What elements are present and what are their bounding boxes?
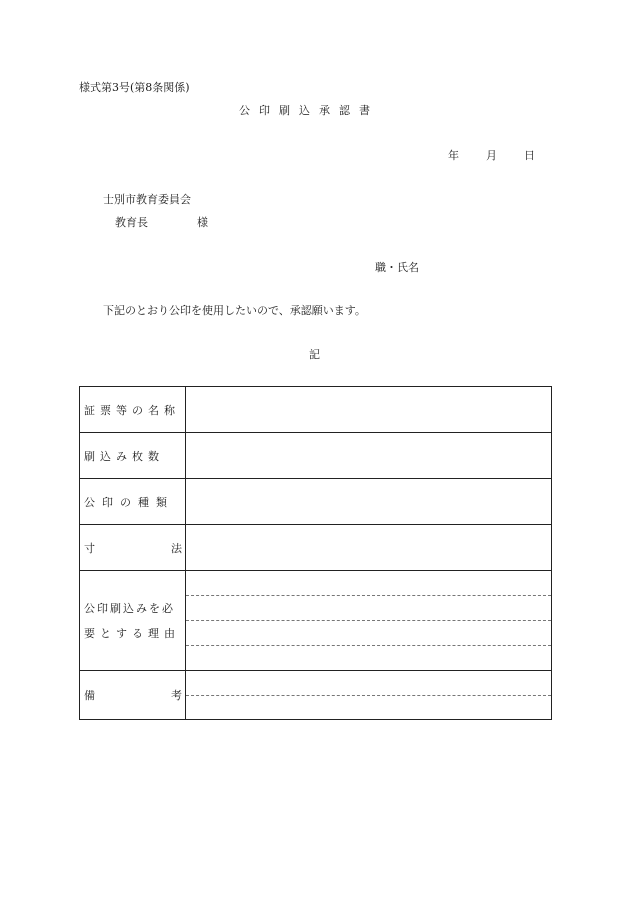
label-print-count: 刷込み枚数: [80, 433, 186, 479]
label-remarks: 備 考: [80, 671, 186, 720]
table-row-certificate-name: [80, 387, 552, 433]
document-title: 公印刷込承認書: [239, 104, 379, 117]
addressee-organization: 士別市教育委員会: [103, 193, 191, 206]
year-label: 年: [448, 149, 459, 162]
table-row-dimensions: [80, 525, 552, 571]
table-row-print-count: [80, 433, 552, 479]
ki-heading: 記: [309, 348, 320, 361]
field-dimensions[interactable]: [186, 525, 552, 571]
date-line: [448, 149, 535, 163]
label-seal-type: 公印の種類: [80, 479, 186, 525]
field-print-count[interactable]: [186, 433, 552, 479]
label-reason: 公印刷込みを必 要とする理由: [80, 571, 186, 671]
label-dimensions: 寸 法: [80, 525, 186, 571]
applicant-name-label: 職・氏名: [375, 261, 419, 274]
table-row-remarks: [80, 671, 552, 720]
form-number: 様式第3号(第8条関係): [79, 81, 190, 94]
field-reason[interactable]: [186, 571, 552, 671]
addressee-honorific: 様: [197, 216, 208, 229]
addressee-position: 教育長: [115, 216, 148, 229]
request-statement: 下記のとおり公印を使用したいので、承認願います。: [103, 304, 366, 317]
month-label: 月: [486, 149, 497, 162]
field-remarks[interactable]: [186, 671, 552, 720]
table-row-seal-type: [80, 479, 552, 525]
approval-form-table: [79, 386, 552, 720]
day-label: 日: [524, 149, 535, 162]
table-row-reason: [80, 571, 552, 671]
label-certificate-name: 証票等の名称: [80, 387, 186, 433]
addressee-line: [115, 216, 208, 230]
field-certificate-name[interactable]: [186, 387, 552, 433]
field-seal-type[interactable]: [186, 479, 552, 525]
